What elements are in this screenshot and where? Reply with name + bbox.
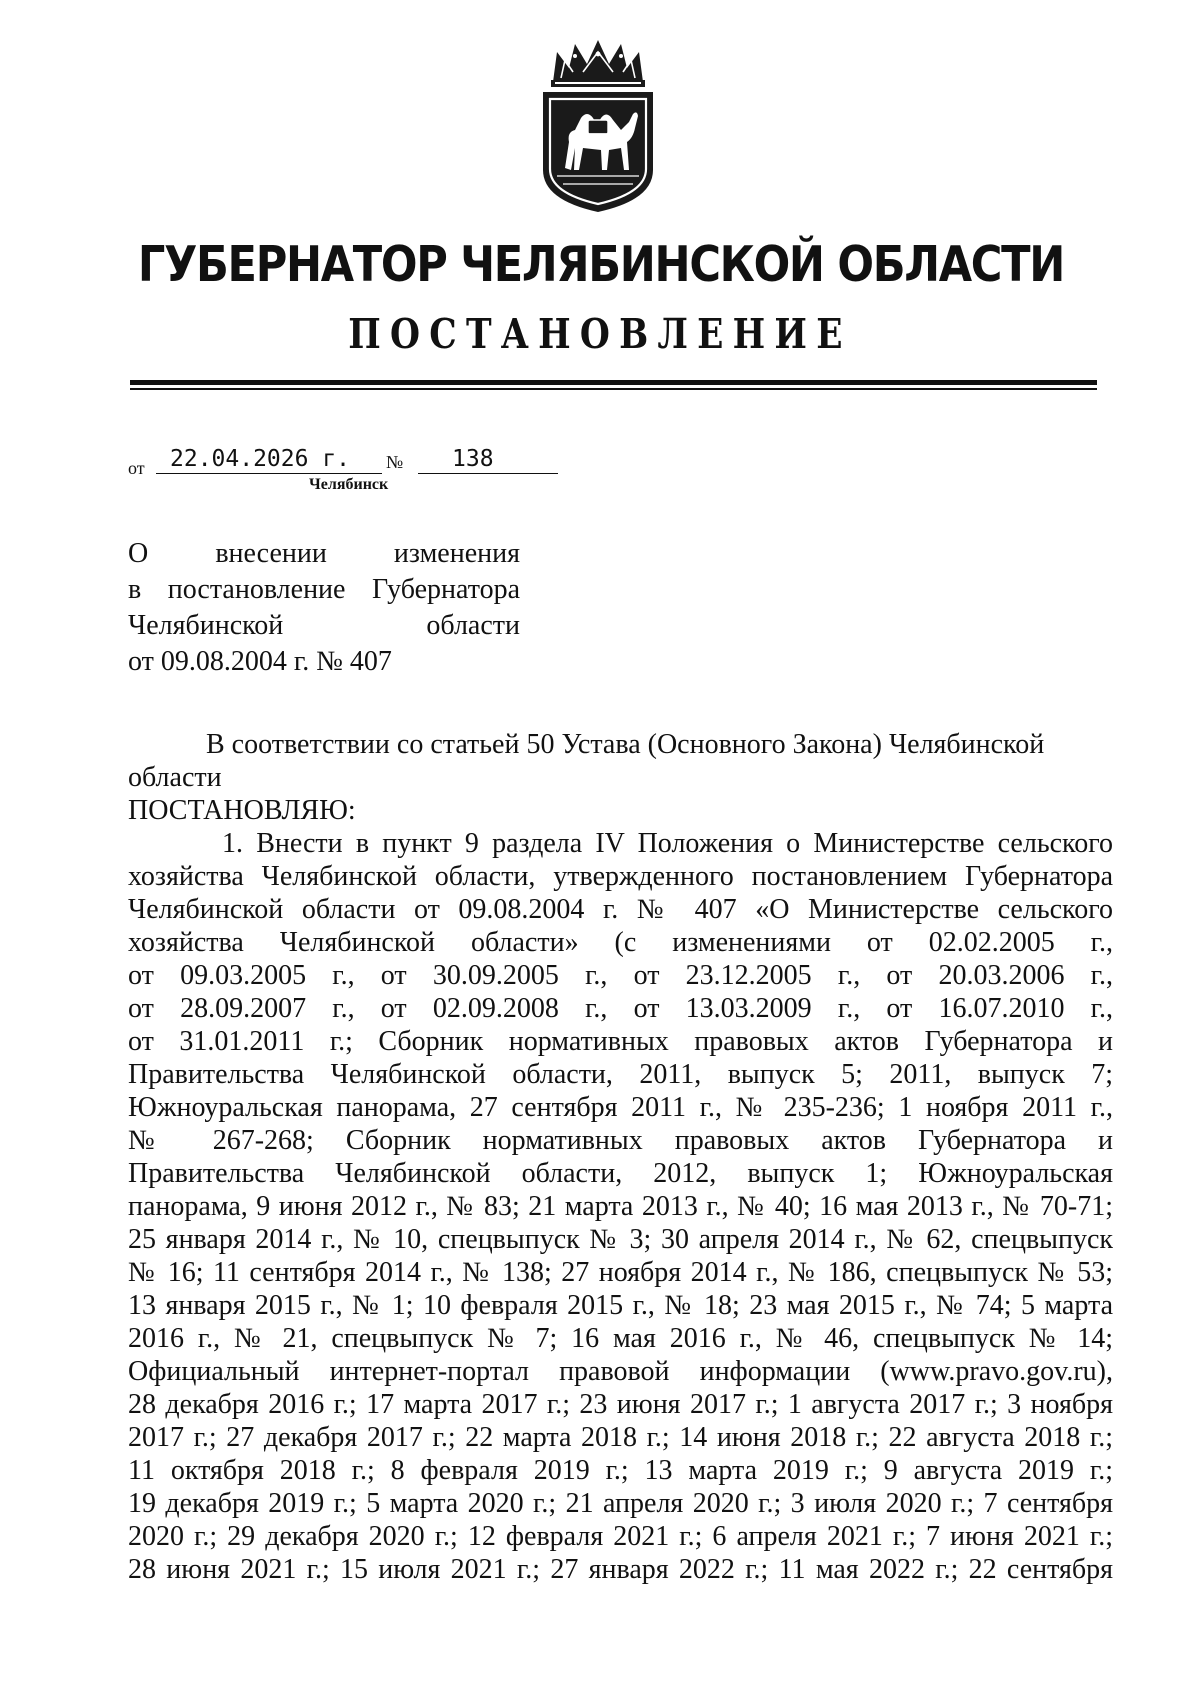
organization-title: ГУБЕРНАТОР ЧЕЛЯБИНСКОЙ ОБЛАСТИ [137, 236, 1064, 293]
text-line: Правительства Челябинской области, 2012, выпуск 1; Южноуральская [128, 1158, 1113, 1189]
preamble-paragraph [128, 728, 1113, 794]
text-line: 2017 г.; 27 декабря 2017 г.; 22 марта 2018 г.; 14 июня 2018 г.; 22 августа 2018 г.; [128, 1422, 1113, 1453]
issue-city: Челябинск [309, 476, 389, 493]
text-line: Южноуральская панорама, 27 сентября 2011 г., № 235-236; 1 ноября 2011 г., [128, 1092, 1113, 1123]
document-date: 22.04.2026 г. [170, 446, 351, 472]
text-line: Официальный интернет-портал правовой информации (www.pravo.gov.ru), [128, 1356, 1113, 1387]
document-subject [128, 536, 520, 680]
decree-word: ПОСТАНОВЛЯЮ: [128, 795, 356, 826]
header-rule-thin [130, 388, 1097, 390]
text-line: № 267-268; Сборник нормативных правовых актов Губернатора и [128, 1125, 1113, 1156]
text-line: № 16; 11 сентября 2014 г., № 138; 27 ноября 2014 г., № 186, спецвыпуск № 53; [128, 1257, 1113, 1288]
number-label: № [386, 452, 404, 472]
text-line: 13 января 2015 г., № 1; 10 февраля 2015 г., № 18; 23 мая 2015 г., № 74; 5 марта [128, 1290, 1113, 1321]
date-prefix-label: от [128, 458, 145, 478]
paragraph-1 [128, 827, 1113, 1586]
text-line: 1. Внести в пункт 9 раздела IV Положения о Министерстве сельского [222, 828, 1113, 859]
document-type-title: ПОСТАНОВЛЕНИЕ [348, 310, 852, 358]
text-line: от 28.09.2007 г., от 02.09.2008 г., от 13.03.2009 г., от 16.07.2010 г., [128, 993, 1113, 1024]
date-field [156, 448, 382, 474]
text-line: Челябинской области от 09.08.2004 г. № 407 «О Министерстве сельского [128, 894, 1113, 925]
number-field [418, 448, 558, 474]
text-line: 19 декабря 2019 г.; 5 марта 2020 г.; 21 апреля 2020 г.; 3 июля 2020 г.; 7 сентября [128, 1488, 1113, 1519]
text-line: 28 декабря 2016 г.; 17 марта 2017 г.; 23 июня 2017 г.; 1 августа 2017 г.; 3 ноября [128, 1389, 1113, 1420]
subject-line: О внесении изменения [128, 538, 520, 569]
subject-line: от 09.08.2004 г. № 407 [128, 646, 392, 677]
preamble-text: В соответствии со статьей 50 Устава (Основного Закона) Челябинской области [128, 729, 1045, 793]
text-line: 11 октября 2018 г.; 8 февраля 2019 г.; 13 марта 2019 г.; 9 августа 2019 г.; [128, 1455, 1113, 1486]
text-line: 25 января 2014 г., № 10, спецвыпуск № 3; 30 апреля 2014 г., № 62, спецвыпуск [128, 1224, 1113, 1255]
text-line: 28 июня 2021 г.; 15 июля 2021 г.; 27 января 2022 г.; 11 мая 2022 г.; 22 сентября [128, 1554, 1113, 1585]
subject-line: в постановление Губернатора [128, 574, 520, 605]
text-line: от 09.03.2005 г., от 30.09.2005 г., от 23.12.2005 г., от 20.03.2006 г., [128, 960, 1113, 991]
text-line: хозяйства Челябинской области» (с изменениями от 02.02.2005 г., [128, 927, 1113, 958]
text-line: хозяйства Челябинской области, утвержденного постановлением Губернатора [128, 861, 1113, 892]
text-line: 2016 г., № 21, спецвыпуск № 7; 16 мая 2016 г., № 46, спецвыпуск № 14; [128, 1323, 1113, 1354]
document-number: 138 [452, 446, 494, 472]
coat-of-arms-icon [535, 38, 661, 214]
text-line: Правительства Челябинской области, 2011, выпуск 5; 2011, выпуск 7; [128, 1059, 1113, 1090]
header-rule-thick [130, 380, 1097, 385]
subject-line: Челябинской области [128, 610, 520, 641]
text-line: 2020 г.; 29 декабря 2020 г.; 12 февраля 2021 г.; 6 апреля 2021 г.; 7 июня 2021 г.; [128, 1521, 1113, 1552]
text-line: панорама, 9 июня 2012 г., № 83; 21 марта 2013 г., № 40; 16 мая 2013 г., № 70-71; [128, 1191, 1113, 1222]
text-line: от 31.01.2011 г.; Сборник нормативных правовых актов Губернатора и [128, 1026, 1113, 1057]
